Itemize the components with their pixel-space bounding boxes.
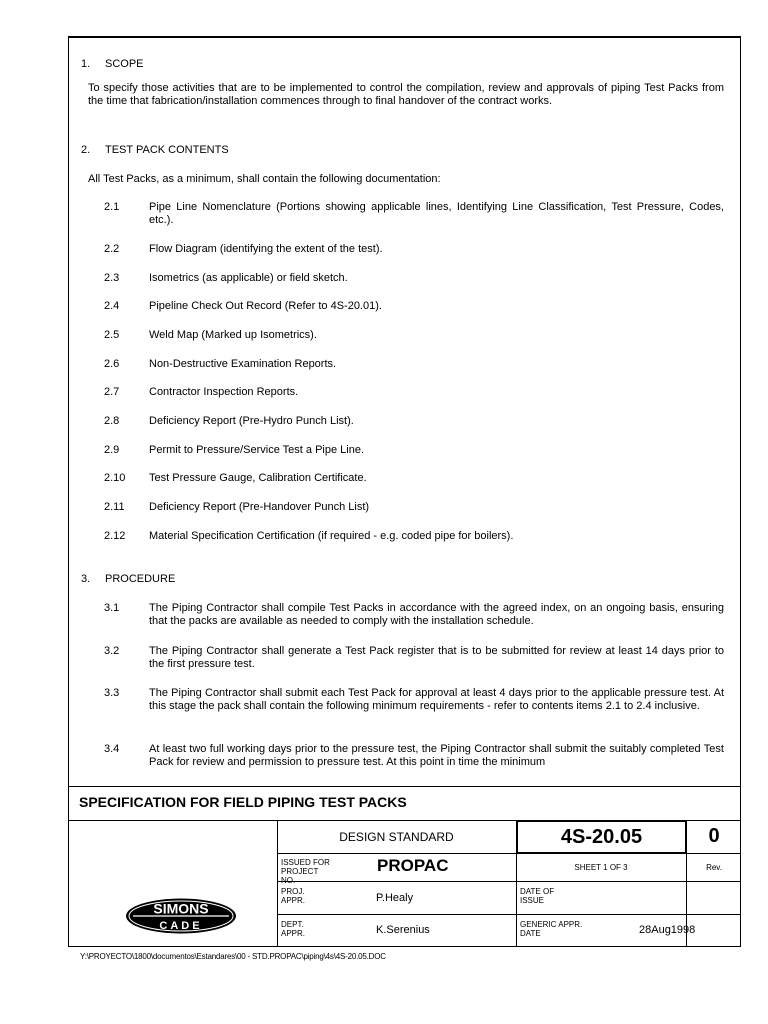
generic-appr-date-value: 28Aug1998 [639,924,696,936]
section-heading-scope: SCOPE [105,58,144,70]
item-number: 3.2 [104,645,120,657]
item-number: 3.1 [104,602,120,614]
item-number: 3.4 [104,743,120,755]
document-page [68,36,741,947]
item-number: 2.9 [104,444,120,456]
contents-item-text: Contractor Inspection Reports. [149,386,299,398]
logo-top-text: SIMONS [153,900,209,917]
procedure-item-text: The Piping Contractor shall submit each Test Pack for approval at least 4 days prior to the applicable pressure test. At this stage the pack shall contain the following minimum requirements - refer to contents items 2.1 to 2.4 inclusive. [149,687,724,712]
contents-item-text: Deficiency Report (Pre-Handover Punch List) [149,501,370,513]
procedure-item-text: The Piping Contractor shall compile Test Packs in accordance with the agreed index, on an ongoing basis, ensuring that the packs are available as needed to comply with the installation schedule. [149,602,724,627]
contents-item-text: Pipeline Check Out Record (Refer to 4S-20.01). [149,300,382,312]
section-number: 3. [81,573,91,585]
contents-item-text: Isometrics (as applicable) or field sketch. [149,272,348,284]
logo-bottom-text: CADE [159,920,203,932]
proj-appr-label: PROJ. APPR. [281,887,306,905]
item-number: 2.7 [104,386,120,398]
spec-title: SPECIFICATION FOR FIELD PIPING TEST PACKS [79,794,407,810]
section-number: 2. [81,144,91,156]
file-path: Y:\PROYECTO\1800\documentos\Estandares\00 - STD.PROPAC\piping\4s\4S-20.05.DOC [80,952,386,961]
item-number: 2.8 [104,415,120,427]
dept-appr-value: K.Serenius [376,924,430,936]
document-number: 4S-20.05 [560,825,643,848]
rev-label: Rev. [706,862,722,872]
item-number: 2.2 [104,243,120,255]
contents-item-text: Flow Diagram (identifying the extent of the test). [149,243,383,255]
date-of-issue-label: DATE OF ISSUE [520,887,555,905]
contents-item-text: Test Pressure Gauge, Calibration Certificate. [149,472,367,484]
contents-item-text: Weld Map (Marked up Isometrics). [149,329,317,341]
sheet-number: SHEET 1 OF 3 [574,862,628,872]
item-number: 3.3 [104,687,120,699]
contents-item-text: Material Specification Certification (if required - e.g. coded pipe for boilers). [149,530,514,542]
procedure-item-text: At least two full working days prior to the pressure test, the Piping Contractor shall submit the suitably completed Test Pack for review and permission to pressure test. At this point in time the minimum [149,743,724,768]
revision-number: 0 [708,825,720,847]
contents-item-text: Deficiency Report (Pre-Hydro Punch List). [149,415,354,427]
contents-item-text: Non-Destructive Examination Reports. [149,358,337,370]
proj-appr-value: P.Healy [376,892,414,904]
dept-appr-label: DEPT. APPR. [281,920,306,938]
document-body [69,38,740,786]
item-number: 2.4 [104,300,120,312]
section-heading-procedure: PROCEDURE [105,573,176,585]
item-number: 2.10 [104,472,126,484]
section-heading-test-pack-contents: TEST PACK CONTENTS [105,144,229,156]
item-number: 2.1 [104,201,120,213]
generic-appr-date-label: GENERIC APPR. DATE [520,920,583,938]
design-standard-label: DESIGN STANDARD [339,829,454,844]
procedure-item-text: The Piping Contractor shall generate a Test Pack register that is to be submitted for review at least 14 days prior to the first pressure test. [149,645,724,670]
item-number: 2.11 [104,501,125,513]
issued-for-project: PROPAC [377,856,449,875]
section-number: 1. [81,58,91,70]
item-number: 2.12 [104,530,126,542]
item-number: 2.3 [104,272,120,284]
contents-intro: All Test Packs, as a minimum, shall contain the following documentation: [88,173,441,185]
item-number: 2.6 [104,358,120,370]
contents-item-text: Permit to Pressure/Service Test a Pipe Line. [149,444,365,456]
issued-for-label: ISSUED FOR PROJECT NO. [281,858,330,885]
title-block [69,786,740,946]
scope-paragraph: To specify those activities that are to be implemented to control the compilation, review and approvals of piping Test Packs from the time that fabrication/installation commences through to final handover of the contract works. [88,82,724,107]
contents-item-text: Pipe Line Nomenclature (Portions showing applicable lines, Identifying Line Classification, Test Pressure, Codes, etc.). [149,201,724,226]
simons-cade-logo [125,897,237,935]
item-number: 2.5 [104,329,120,341]
